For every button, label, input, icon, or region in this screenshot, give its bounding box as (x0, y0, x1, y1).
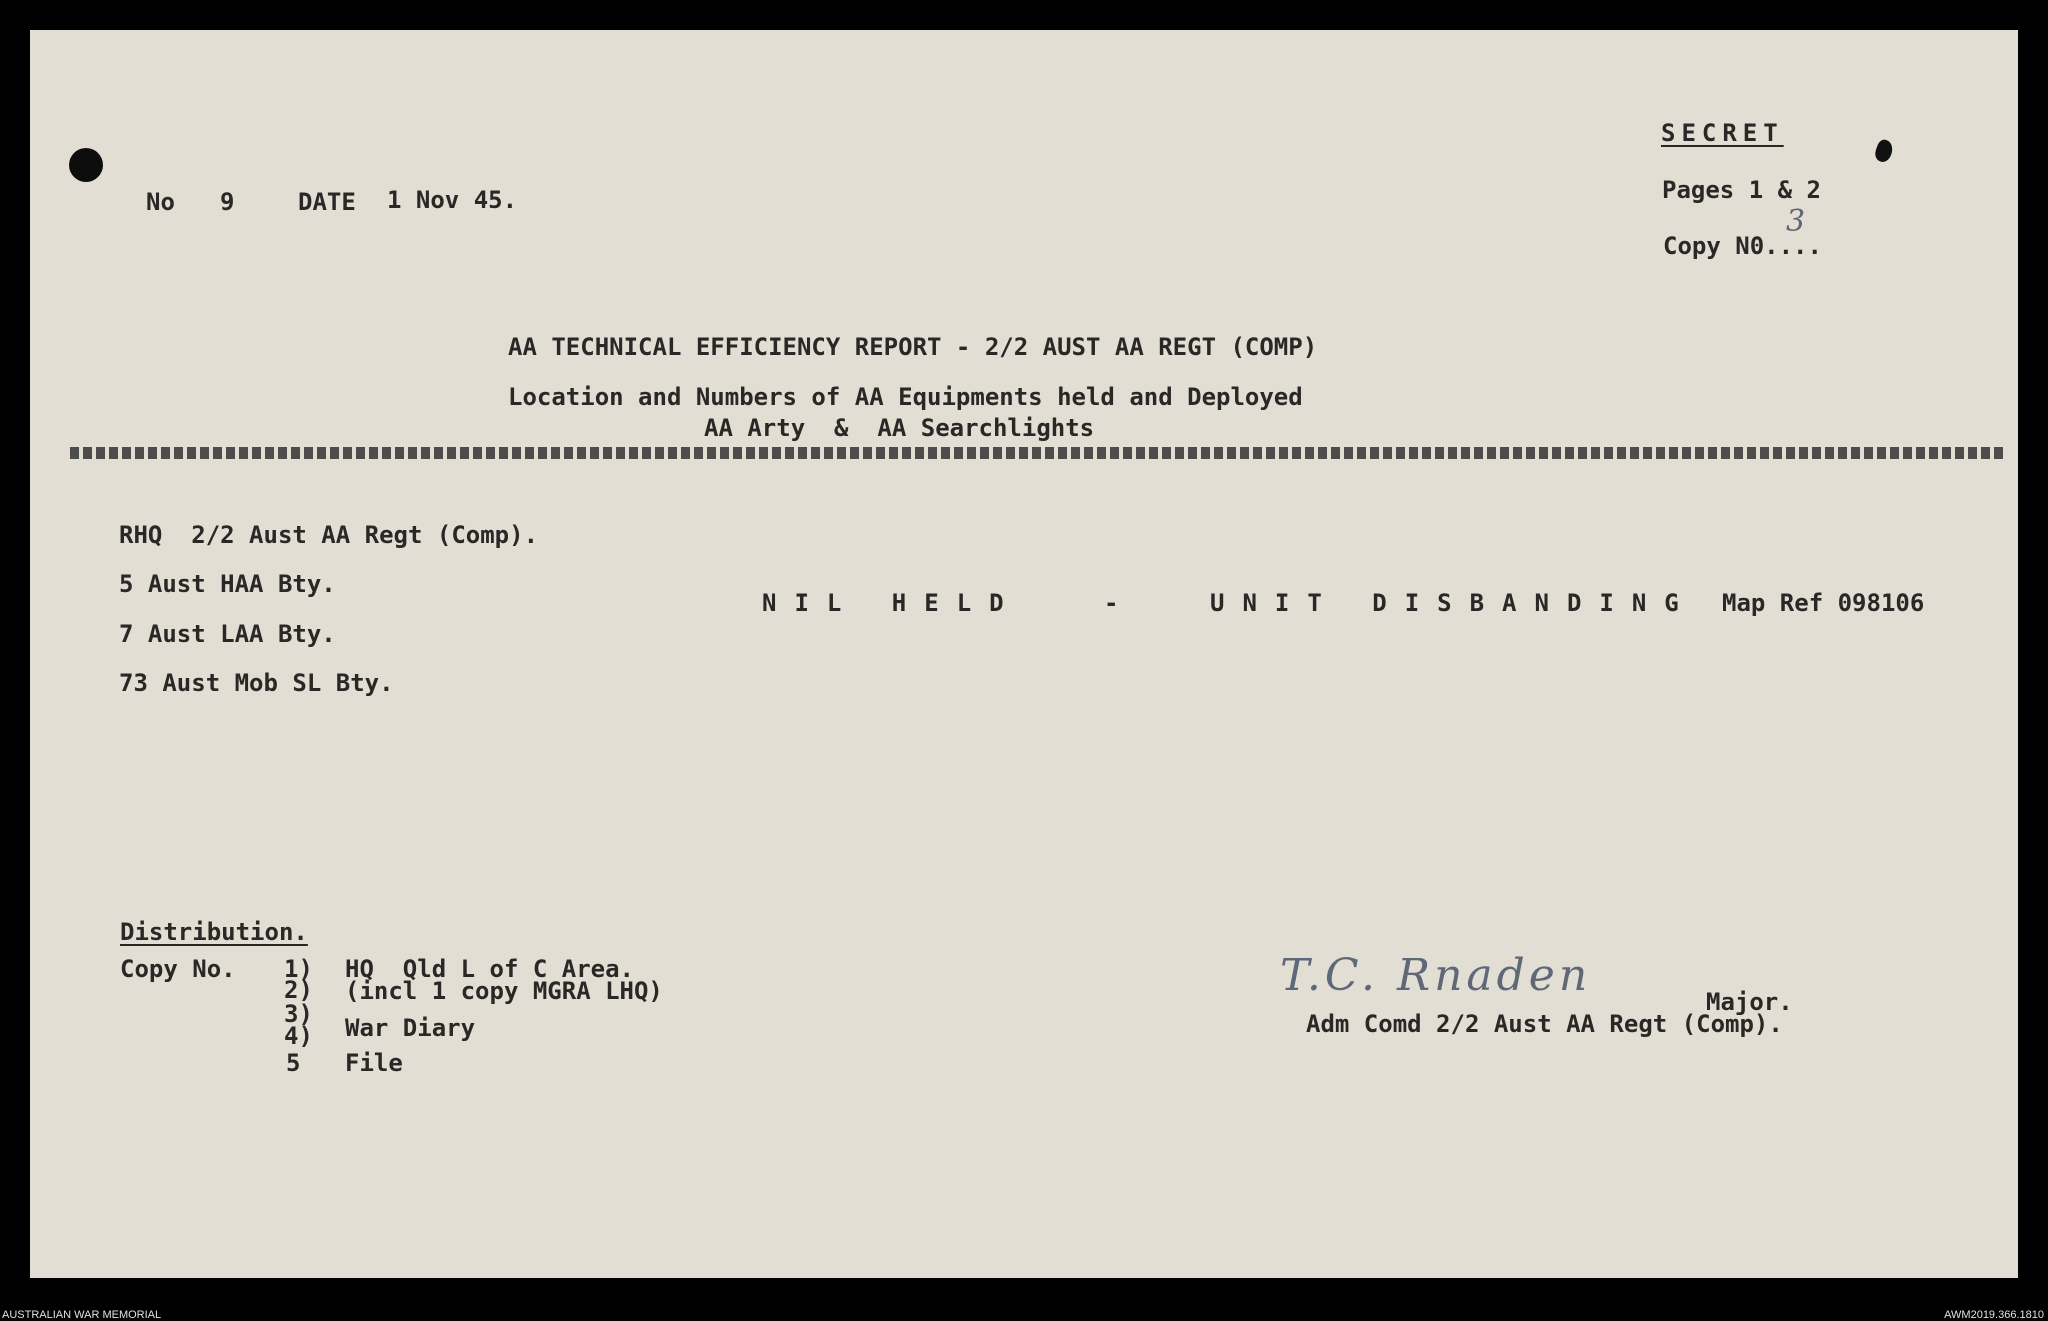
distribution-num: 3) (284, 1000, 313, 1028)
separator-line (70, 447, 2006, 459)
report-no-label: No (146, 188, 175, 216)
status-dash: - (1104, 589, 1119, 617)
footer-institution: AUSTRALIAN WAR MEMORIAL (2, 1309, 162, 1321)
copy-no-label: Copy No. (120, 955, 236, 983)
pages-label: Pages 1 & 2 (1662, 176, 1821, 204)
distribution-text: HQ Qld L of C Area. (345, 955, 634, 983)
report-title: AA TECHNICAL EFFICIENCY REPORT - 2/2 AUST AA REGT (COMP) (508, 333, 1318, 361)
signatory-appointment: Adm Comd 2/2 Aust AA Regt (Comp). (1306, 1010, 1783, 1038)
unit-item: 5 Aust HAA Bty. (119, 570, 336, 598)
footer-accession-number: AWM2019.366.1810 (1944, 1309, 2044, 1321)
handwritten-signature: T.C. Rnaden (1280, 950, 1592, 1001)
unit-item: RHQ 2/2 Aust AA Regt (Comp). (119, 521, 539, 549)
report-no-value: 9 (220, 188, 235, 216)
map-reference: Map Ref 098106 (1722, 589, 1925, 617)
document-page (30, 30, 2018, 1278)
unit-disbanding: UNIT DISBANDING (1210, 589, 1697, 617)
copy-no-handwritten: 3 (1786, 204, 1806, 239)
distribution-text: (incl 1 copy MGRA LHQ) (345, 977, 663, 1005)
report-subtitle-2: AA Arty & AA Searchlights (704, 414, 1095, 442)
distribution-heading: Distribution. (120, 918, 308, 946)
distribution-num: 4) (284, 1022, 313, 1050)
report-subtitle: Location and Numbers of AA Equipments held and Deployed (508, 383, 1303, 411)
unit-item: 73 Aust Mob SL Bty. (119, 669, 394, 697)
date-value: 1 Nov 45. (387, 186, 518, 214)
punch-hole (69, 148, 103, 182)
distribution-num: 5 (286, 1049, 301, 1077)
distribution-num: 1) (284, 955, 313, 983)
signatory-rank: Major. (1706, 988, 1793, 1016)
classification-secret: SECRET (1661, 119, 1784, 147)
nil-held: NIL HELD (762, 589, 1022, 617)
unit-item: 7 Aust LAA Bty. (119, 620, 336, 648)
distribution-text: War Diary (345, 1014, 476, 1042)
distribution-num: 2) (284, 976, 313, 1004)
copy-no-label: Copy N0.... (1663, 232, 1822, 260)
date-label: DATE (298, 188, 356, 216)
distribution-text: File (345, 1049, 403, 1077)
